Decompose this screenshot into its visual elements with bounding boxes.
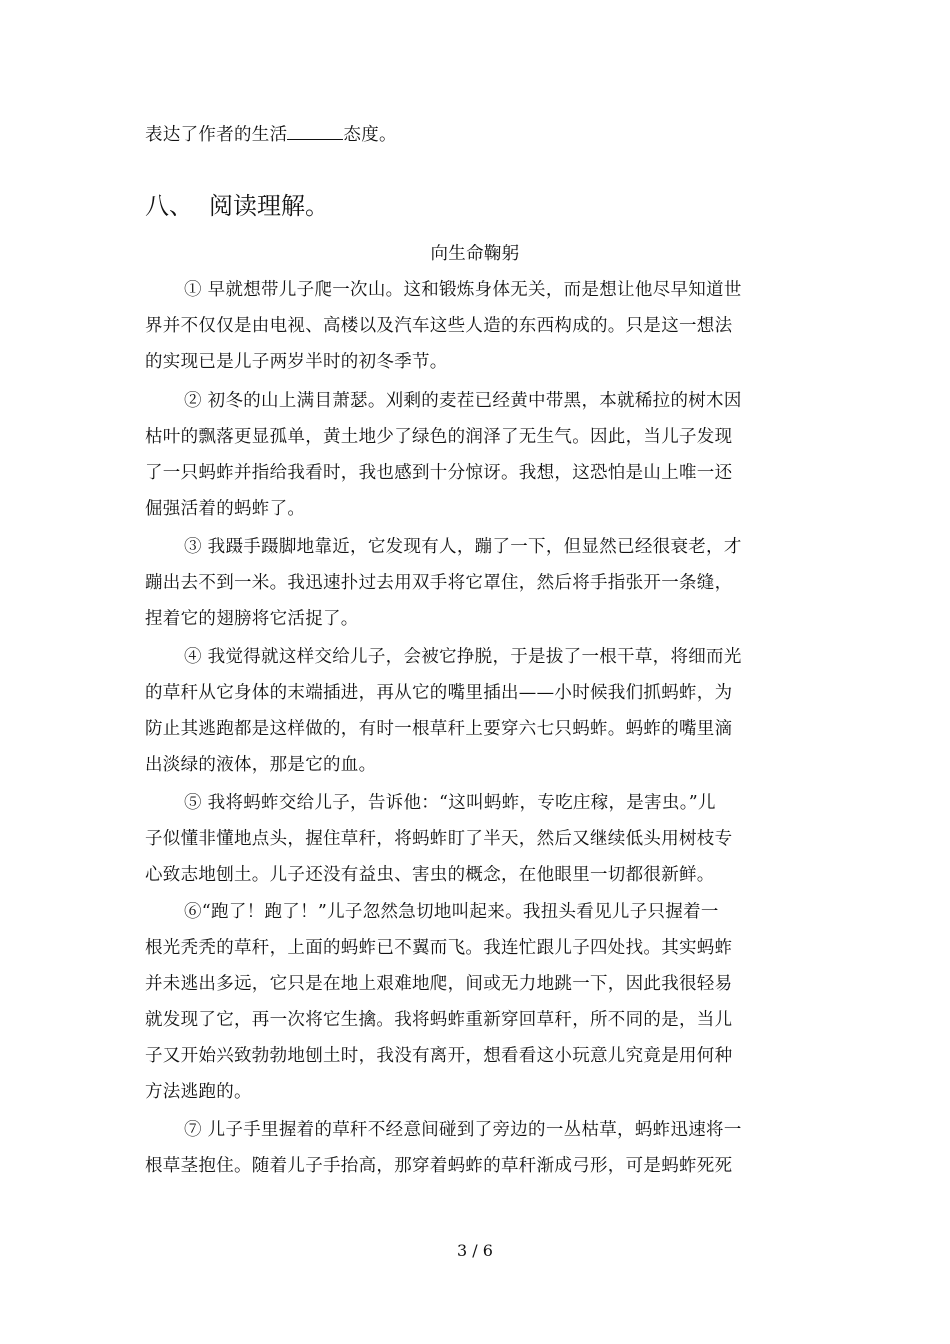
article-line: 心致志地刨土。儿子还没有益虫、害虫的概念，在他眼里一切都很新鲜。 [145, 865, 715, 885]
article-line: 界并不仅仅是由电视、高楼以及汽车这些人造的东西构成的。只是这一想法 [145, 316, 733, 336]
article-line: ⑥“跑了！跑了！”儿子忽然急切地叫起来。我扭头看见儿子只握着一 [184, 902, 719, 922]
article-line: ⑤ 我将蚂蚱交给儿子，告诉他：“这叫蚂蚱，专吃庄稼，是害虫。”儿 [184, 793, 716, 813]
article-line: 枯叶的飘落更显孤单，黄土地少了绿色的润泽了无生气。因此，当儿子发现 [145, 427, 733, 447]
answer-blank [287, 121, 343, 140]
article-line: 蹦出去不到一米。我迅速扑过去用双手将它罩住，然后将手指张开一条缝， [145, 573, 733, 593]
top-line-before: 表达了作者的生活 [145, 125, 288, 145]
article-line: 并未逃出多远，它只是在地上艰难地爬，间或无力地跳一下，因此我很轻易 [145, 974, 733, 994]
article-line: 就发现了它，再一次将它生擒。我将蚂蚱重新穿回草秆，所不同的是，当儿 [145, 1010, 733, 1030]
article-line: 了一只蚂蚱并指给我看时，我也感到十分惊讶。我想，这恐怕是山上唯一还 [145, 463, 733, 483]
article-line: ② 初冬的山上满目萧瑟。刈剩的麦茬已经黄中带黑，本就稀拉的树木因 [184, 391, 742, 411]
section-heading [145, 190, 329, 222]
article-line: 的实现已是儿子两岁半时的初冬季节。 [145, 352, 448, 372]
article-line: 倔强活着的蚂蚱了。 [145, 499, 306, 519]
article-line: ④ 我觉得就这样交给儿子，会被它挣脱，于是拔了一根干草，将细而光 [184, 647, 742, 667]
article-line: ⑦ 儿子手里握着的草秆不经意间碰到了旁边的一丛枯草，蚂蚱迅速将一 [184, 1120, 742, 1140]
article-line: 方法逃跑的。 [145, 1082, 252, 1102]
section-title: 阅读理解。 [209, 192, 329, 220]
article-line: 出淡绿的液体，那是它的血。 [145, 755, 377, 775]
article-line: 根光秃秃的草秆，上面的蚂蚱已不翼而飞。我连忙跟儿子四处找。其实蚂蚱 [145, 938, 733, 958]
article-line: 防止其逃跑都是这样做的，有时一根草秆上要穿六七只蚂蚱。蚂蚱的嘴里滴 [145, 719, 733, 739]
section-number: 八、 [145, 192, 193, 220]
top-line-after: 态度。 [343, 125, 397, 145]
article-line: 子又开始兴致勃勃地刨土时，我没有离开，想看看这小玩意儿究竟是用何种 [145, 1046, 733, 1066]
article-line: 捏着它的翅膀将它活捉了。 [145, 609, 359, 629]
article-title: 向生命鞠躬 [430, 244, 520, 264]
article-line: 根草茎抱住。随着儿子手抬高，那穿着蚂蚱的草秆渐成弓形，可是蚂蚱死死 [145, 1156, 733, 1176]
page-number: 3 / 6 [457, 1241, 493, 1260]
article-line: 子似懂非懂地点头，握住草秆，将蚂蚱盯了半天，然后又继续低头用树枝专 [145, 829, 733, 849]
article-line: ③ 我蹑手蹑脚地靠近，它发现有人，蹦了一下，但显然已经很衰老，才 [184, 537, 742, 557]
article-line: ① 早就想带儿子爬一次山。这和锻炼身体无关，而是想让他尽早知道世 [184, 280, 742, 300]
article-line: 的草秆从它身体的末端插进，再从它的嘴里插出——小时候我们抓蚂蚱，为 [145, 683, 733, 703]
top-line [145, 121, 397, 147]
